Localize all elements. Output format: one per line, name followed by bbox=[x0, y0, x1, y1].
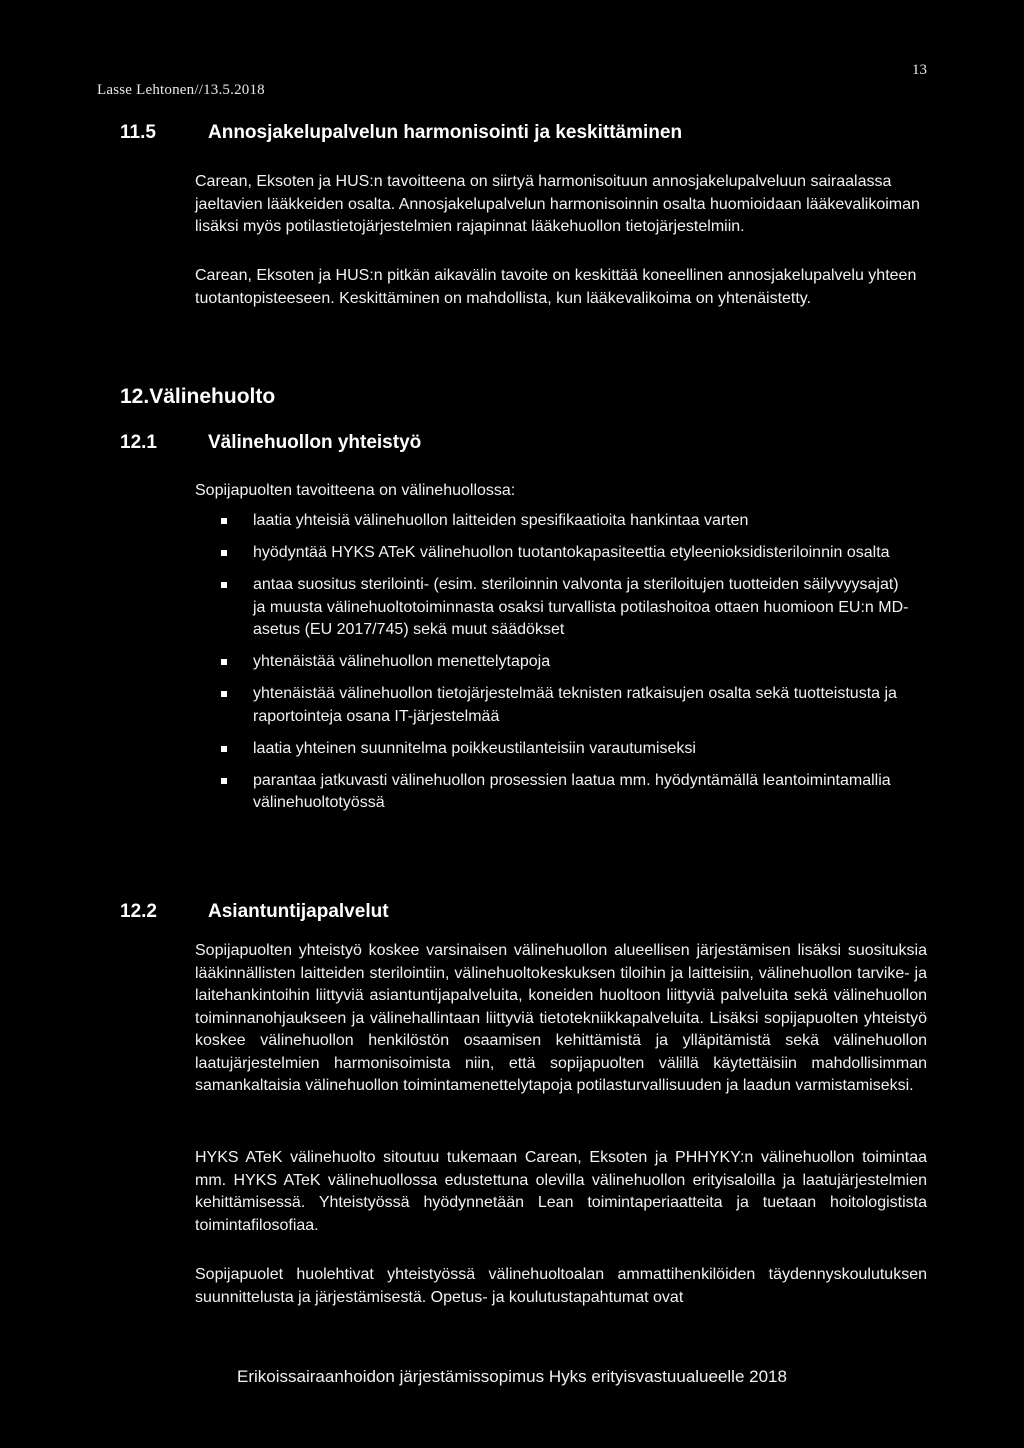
paragraph-12-2-2: HYKS ATeK välinehuolto sitoutuu tukemaan Carean, Eksoten ja PHHYKY:n välinehuollon toimintaa mm. HYKS ATeK välinehuollossa edustettuna olevilla välinehuollon erityisaloilla ja laatujärjestelmien kehittämisessä. Yhteistyössä hyödynnetään Lean toimintaperiaatteita ja tuetaan hoitologistista toimintafilosofiaa. bbox=[195, 1149, 927, 1234]
section-title: Annosjakelupalvelun harmonisointi ja keskittäminen bbox=[208, 122, 683, 143]
bullet-square-icon bbox=[221, 518, 227, 524]
paragraph-12-2-1: Sopijapuolten yhteistyö koskee varsinaisen välinehuollon alueellisen järjestämisen lisäksi suosituksia lääkinnällisten laitteiden sterilointiin, välinehuoltokeskuksen tiloihin ja laitteisiin, välinehuollon tarvike- ja laitehankintoihin liittyviä asiantuntijapalveluita, koneiden huoltoon liittyviä palveluita sekä välinehuollon toiminnanohjaukseen ja välinehallintaan liittyviä tietotekniikkapalveluita. Lisäksi sopijapuolten yhteistyö koskee välinehuollon henkilöstön osaamisen kehittämistä ja ylläpitämistä sekä välinehuollon laatujärjestelmien harmonisoimista niin, että sopijapuolten välillä käytettäisiin mahdollisimman samankaltaisia välinehuollon toimintamenettelytapoja potilasturvallisuuden ja laadun varmistamiseksi. bbox=[195, 942, 927, 1094]
list-item: antaa suositus sterilointi- (esim. steriloinnin valvonta ja steriloitujen tuotteiden säilyvyysajat) ja muusta välinehuoltotoiminnasta osaksi turvallista potilashoitoa ottaen huomioon EU:n MD-asetus (EU 2017/745) sekä muut säädökset bbox=[195, 574, 915, 642]
list-item: hyödyntää HYKS ATeK välinehuollon tuotantokapasiteettia etyleenioksidisteriloinnin osalta bbox=[195, 542, 915, 565]
bullet-square-icon bbox=[221, 746, 227, 752]
section-title: Asiantuntijapalvelut bbox=[208, 901, 389, 922]
bullet-list bbox=[195, 510, 915, 824]
section-heading-11-5 bbox=[120, 122, 682, 144]
bullet-square-icon bbox=[221, 550, 227, 556]
section-heading-12-1 bbox=[120, 432, 421, 454]
chapter-heading-12: 12.Välinehuolto bbox=[120, 385, 276, 408]
list-item: parantaa jatkuvasti välinehuollon prosessien laatua mm. hyödyntämällä leantoimintamallia välinehuoltotyössä bbox=[195, 770, 915, 815]
list-item: laatia yhteinen suunnitelma poikkeustilanteisiin varautumiseksi bbox=[195, 738, 915, 761]
section-number: 12.2 bbox=[120, 901, 157, 922]
page-footer: Erikoissairaanhoidon järjestämissopimus Hyks erityisvastuualueelle 2018 bbox=[237, 1367, 787, 1386]
section-number: 11.5 bbox=[120, 122, 156, 143]
bullet-square-icon bbox=[221, 691, 227, 697]
paragraph-11-5-1: Carean, Eksoten ja HUS:n tavoitteena on siirtyä harmonisoituun annosjakelupalveluun sairaalassa jaeltavien lääkkeiden osalta. Annosjakelupalvelun harmonisoinnin osalta huomioidaan lääkevalikoiman lisäksi myös potilastietojärjestelmien rajapinnat lääkehuollon tietojärjestelmiin. bbox=[195, 173, 920, 235]
paragraph-12-2-3: Sopijapuolet huolehtivat yhteistyössä välinehuoltoalan ammattihenkilöiden täydennyskoulutuksen suunnittelusta ja järjestämisestä. Opetus- ja koulutustapahtumat ovat bbox=[195, 1266, 927, 1306]
list-item: yhtenäistää välinehuollon tietojärjestelmää teknisten ratkaisujen osalta sekä tuotteistusta ja raportointeja osana IT-järjestelmää bbox=[195, 683, 915, 728]
bullet-square-icon bbox=[221, 659, 227, 665]
bullet-square-icon bbox=[221, 778, 227, 784]
paragraph-11-5-2: Carean, Eksoten ja HUS:n pitkän aikavälin tavoite on keskittää koneellinen annosjakelupalvelu yhteen tuotantopisteeseen. Keskittäminen on mahdollista, kun lääkevalikoima on yhtenäistetty. bbox=[195, 267, 917, 307]
list-item: laatia yhteisiä välinehuollon laitteiden spesifikaatioita hankintaa varten bbox=[195, 510, 915, 533]
header-author-date: Lasse Lehtonen//13.5.2018 bbox=[97, 82, 265, 98]
list-item: yhtenäistää välinehuollon menettelytapoja bbox=[195, 651, 915, 674]
page-number: 13 bbox=[912, 62, 927, 78]
section-number: 12.1 bbox=[120, 432, 157, 453]
bullet-square-icon bbox=[221, 582, 227, 588]
section-title: Välinehuollon yhteistyö bbox=[208, 432, 422, 453]
section-12-1-intro: Sopijapuolten tavoitteena on välinehuollossa: bbox=[195, 482, 516, 499]
section-heading-12-2 bbox=[120, 901, 389, 923]
